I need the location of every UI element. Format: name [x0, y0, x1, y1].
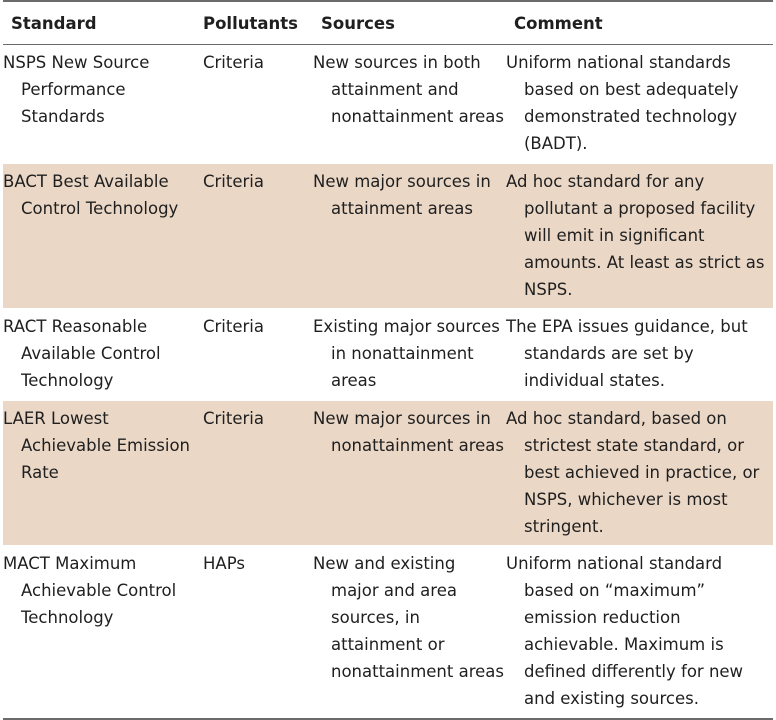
sources-cell: New major sources in attainment areas: [313, 172, 491, 218]
standard-cell: MACT Maximum Achievable Control Technology: [3, 554, 177, 627]
sources-cell: New major sources in nonattainment areas: [313, 409, 505, 455]
table-row: [3, 45, 773, 163]
header-pollutants: Pollutants: [203, 13, 298, 33]
table-row: [3, 163, 773, 309]
comment-cell: Ad hoc standard for any pollutant a proposed facility will emit in significant amounts. At least as strict as NSPS.: [506, 172, 765, 299]
comment-cell: The EPA issues guidance, but standards are set by individual states.: [506, 317, 748, 390]
pollutants-cell: Criteria: [203, 53, 264, 72]
table-row: [3, 546, 773, 718]
comment-cell: Uniform national standard based on “maximum” emission reduction achievable. Maximum is defined differently for new and existing sources.: [506, 554, 744, 708]
standard-cell: BACT Best Available Control Technology: [3, 172, 179, 218]
standards-table: [3, 0, 773, 720]
sources-cell: New sources in both attainment and nonattainment areas: [313, 53, 505, 126]
pollutants-cell: Criteria: [203, 317, 264, 336]
standard-cell: RACT Reasonable Available Control Technology: [3, 317, 161, 390]
pollutants-cell: Criteria: [203, 409, 264, 428]
table-header-row: [3, 2, 773, 45]
sources-cell: Existing major sources in nonattainment areas: [313, 317, 500, 390]
table-row: [3, 309, 773, 400]
header-standard: Standard: [11, 13, 97, 33]
header-sources: Sources: [321, 13, 395, 33]
header-comment: Comment: [514, 13, 603, 33]
standard-cell: LAER Lowest Achievable Emission Rate: [3, 409, 191, 482]
pollutants-cell: Criteria: [203, 172, 264, 191]
pollutants-cell: HAPs: [203, 554, 245, 573]
sources-cell: New and existing major and area sources, in attainment or nonattainment areas: [313, 554, 505, 681]
comment-cell: Uniform national standards based on best adequately demonstrated technology (BADT).: [506, 53, 739, 153]
table-row: [3, 400, 773, 546]
standard-cell: NSPS New Source Performance Standards: [3, 53, 150, 126]
comment-cell: Ad hoc standard, based on strictest state standard, or best achieved in practice, or NSPS, whichever is most stringent.: [506, 409, 760, 536]
